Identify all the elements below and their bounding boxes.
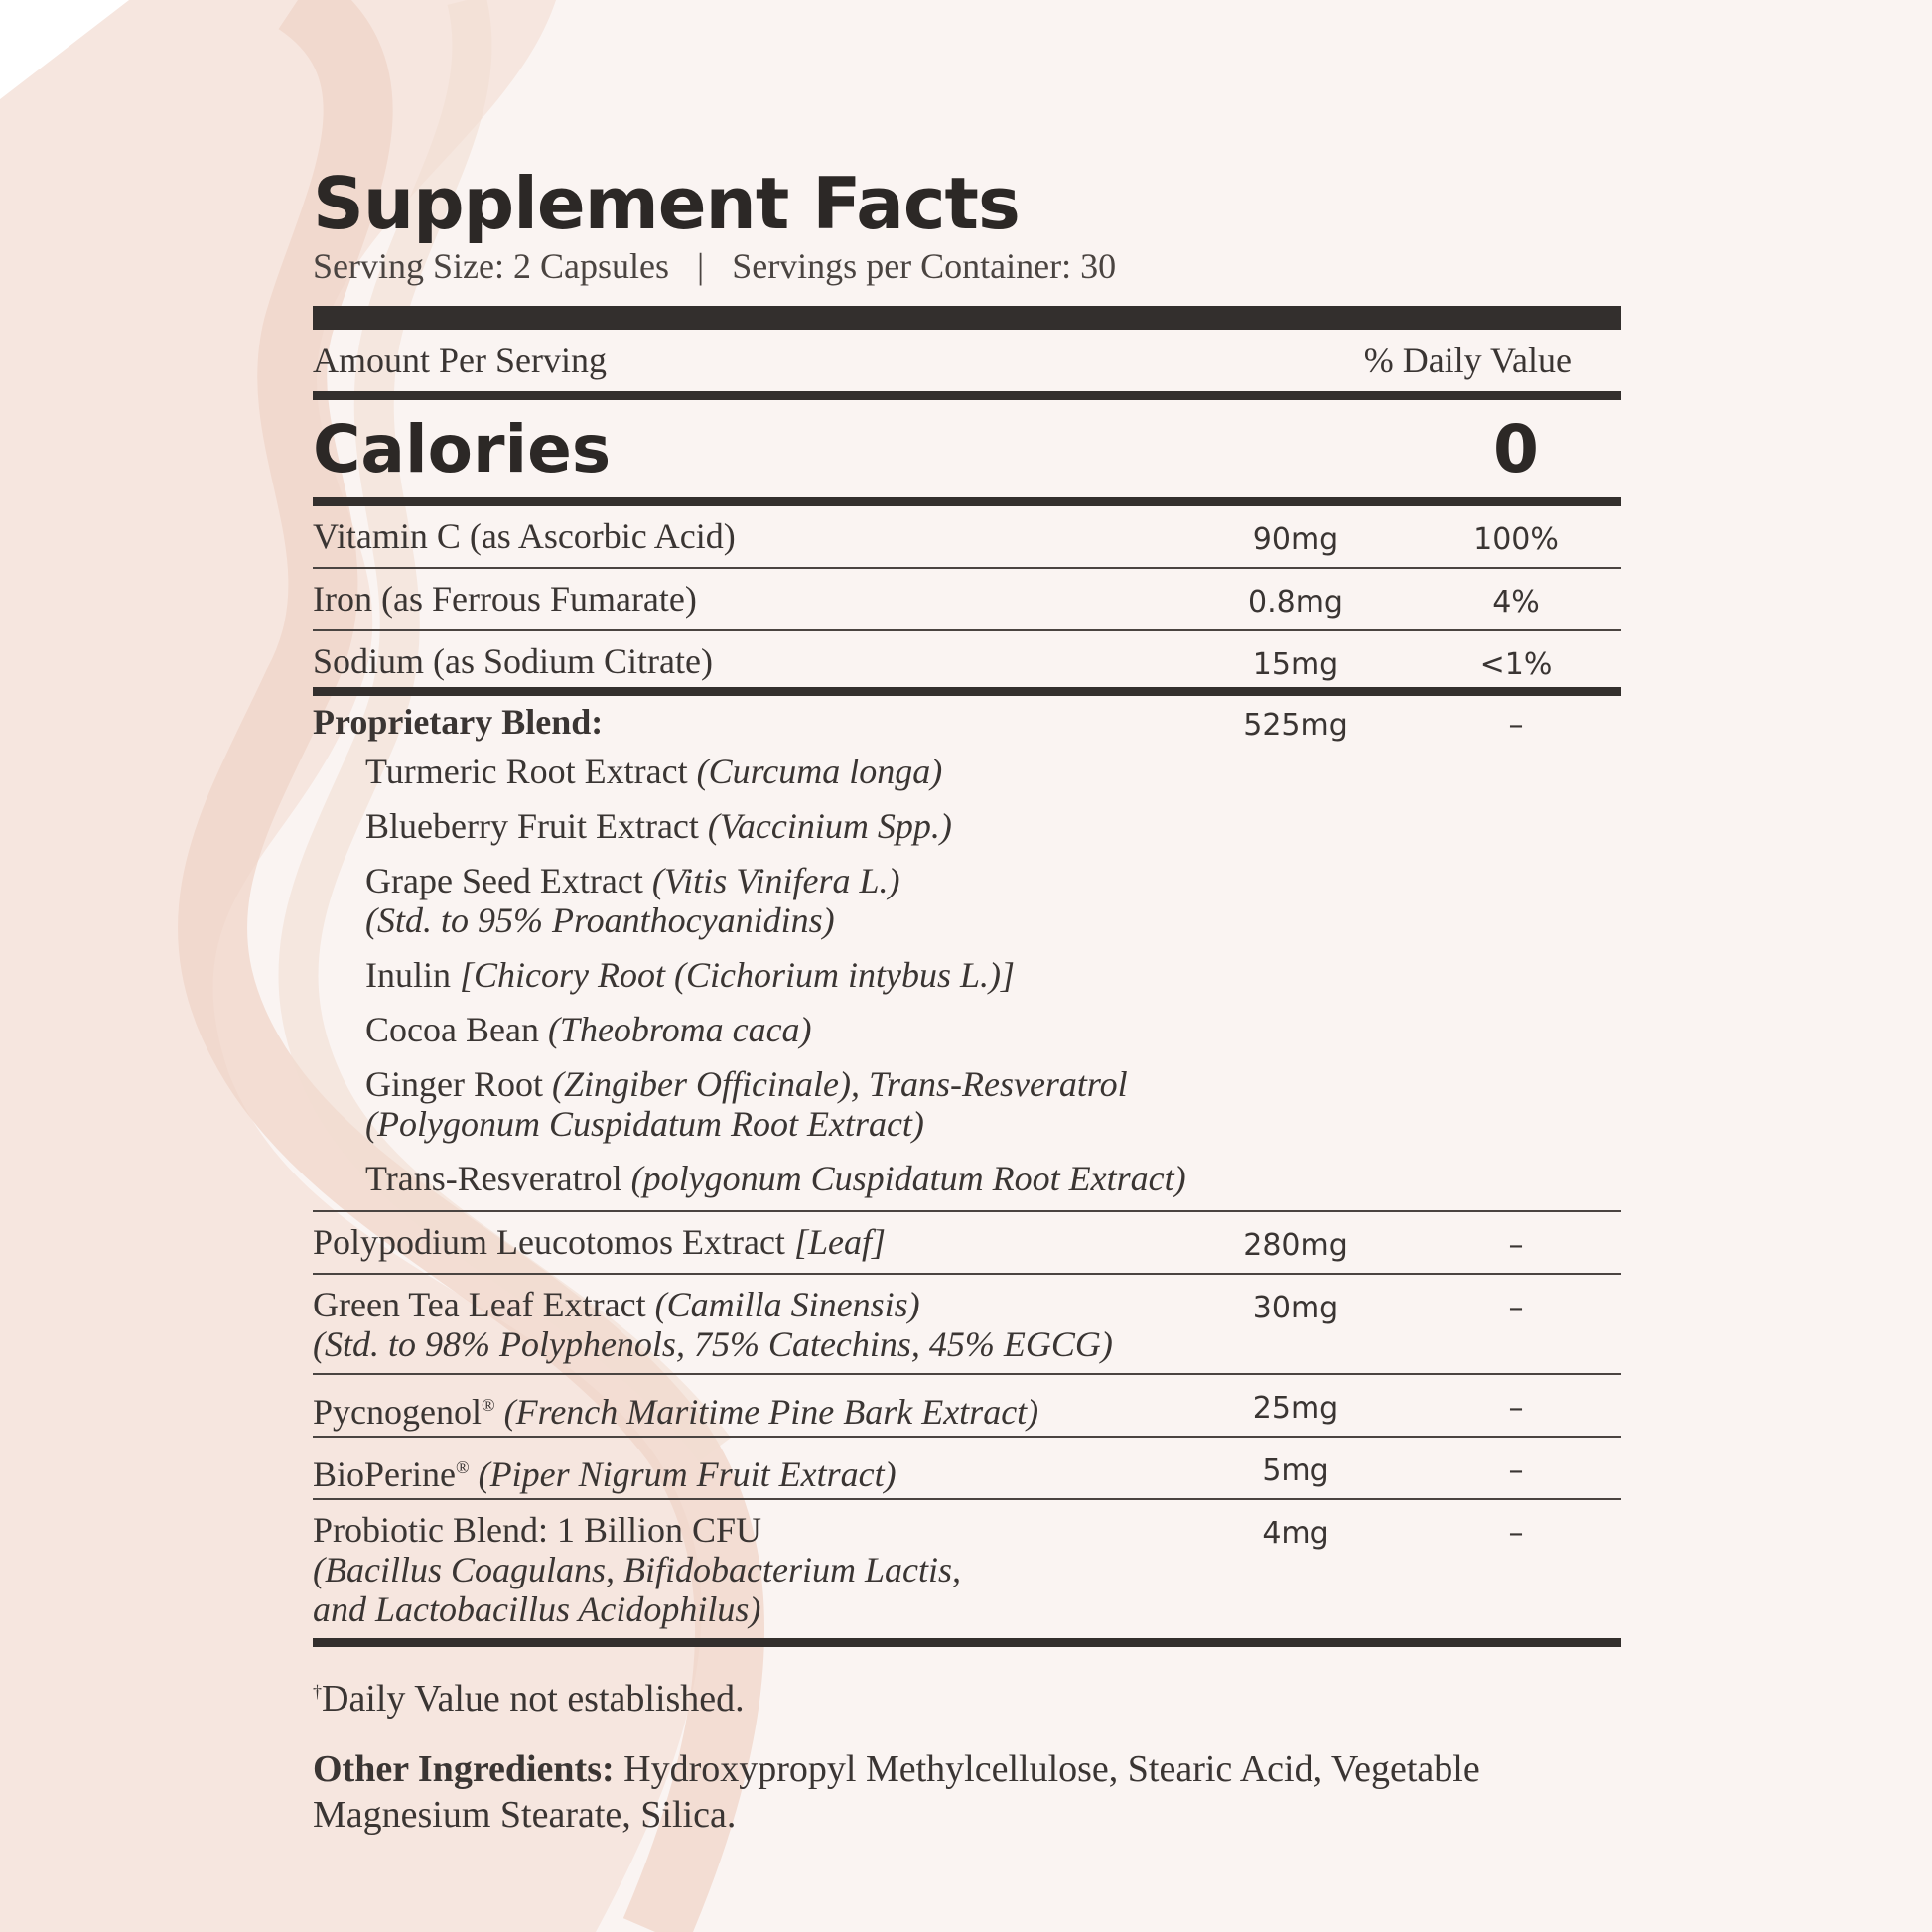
- calories-row: [313, 400, 1621, 497]
- nutrient-amount: 90mg: [1252, 522, 1339, 557]
- ingredient-dv: –: [1508, 1291, 1524, 1325]
- nutrient-amount: 0.8mg: [1248, 585, 1343, 620]
- blend-item: [313, 955, 1621, 995]
- divider-medium: [313, 497, 1621, 506]
- ingredient-plain: Polypodium Leucotomos Extract: [313, 1222, 794, 1262]
- item-source-line2: (Polygonum Cuspidatum Root Extract): [365, 1104, 924, 1144]
- nutrient-name: Sodium (as Sodium Citrate): [313, 641, 713, 681]
- item-source: (Vitis Vinifera L.): [651, 861, 900, 900]
- table-row: [313, 1212, 1621, 1273]
- item-name: Blueberry Fruit Extract: [365, 806, 708, 846]
- item-standardization: (Std. to 95% Proanthocyanidins): [365, 900, 835, 940]
- header-daily-value: % Daily Value: [1363, 341, 1572, 380]
- ingredient-amount: 25mg: [1252, 1391, 1339, 1426]
- ingredient-name: [313, 1438, 1226, 1494]
- blend-item: [313, 1064, 1621, 1144]
- divider-medium: [313, 687, 1621, 696]
- servings-per-container: Servings per Container: 30: [732, 246, 1117, 286]
- calories-value: 0: [1493, 410, 1539, 487]
- blend-dv: –: [1508, 708, 1524, 743]
- other-ingredients-text: Hydroxypropyl Methylcellulose, Stearic Acid, Vegetable Magnesium Stearate, Silica.: [313, 1748, 1480, 1836]
- item-name: Ginger Root: [365, 1064, 552, 1104]
- ingredient-source: (French Maritime Pine Bark Extract): [494, 1392, 1039, 1432]
- item-name: Grape Seed Extract: [365, 861, 652, 900]
- table-row: [313, 506, 1621, 567]
- ingredient-plain: Pycnogenol: [313, 1392, 482, 1432]
- serving-size: Serving Size: 2 Capsules: [313, 246, 669, 286]
- item-source: (Theobroma caca): [547, 1010, 812, 1049]
- item-source: (Zingiber Officinale), Trans-Resveratrol: [551, 1064, 1128, 1104]
- nutrient-amount: 15mg: [1252, 647, 1339, 682]
- registered-mark: ®: [481, 1395, 495, 1415]
- other-ingredients: [313, 1746, 1593, 1838]
- ingredient-dv: –: [1508, 1391, 1524, 1426]
- supplement-facts-panel: [313, 159, 1621, 1838]
- table-row: [313, 1275, 1621, 1373]
- table-header: [313, 330, 1621, 391]
- other-ingredients-label: Other Ingredients:: [313, 1748, 615, 1790]
- ingredient-name: [313, 1500, 1226, 1629]
- ingredient-source: [Leaf]: [793, 1222, 886, 1262]
- calories-label: Calories: [313, 410, 612, 487]
- ingredient-plain: Green Tea Leaf Extract: [313, 1285, 655, 1324]
- serving-separator: |: [696, 246, 705, 286]
- ingredient-standardization: (Std. to 98% Polyphenols, 75% Catechins, 45% EGCG): [313, 1324, 1113, 1364]
- table-row: [313, 1500, 1621, 1638]
- ingredient-dv: –: [1508, 1453, 1524, 1488]
- nutrient-dv: <1%: [1479, 647, 1553, 682]
- item-name: Turmeric Root Extract: [365, 752, 697, 791]
- nutrient-dv: 4%: [1492, 585, 1540, 620]
- blend-row: [313, 696, 1621, 746]
- blend-amount: 525mg: [1243, 708, 1348, 743]
- item-name: Trans-Resveratrol: [365, 1159, 631, 1198]
- ingredient-name: [313, 1275, 1226, 1364]
- blend-ingredients: [313, 746, 1621, 1198]
- item-name: Inulin: [365, 955, 460, 995]
- ingredient-amount: 4mg: [1262, 1516, 1329, 1551]
- ingredient-strains: (Bacillus Coagulans, Bifidobacterium Lactis,: [313, 1550, 961, 1589]
- blend-item: [313, 752, 1621, 791]
- registered-mark: ®: [455, 1457, 470, 1477]
- footnote: [313, 1677, 1621, 1721]
- blend-name: Proprietary Blend:: [313, 702, 604, 742]
- blend-item: [313, 806, 1621, 846]
- table-row: [313, 1438, 1621, 1498]
- ingredient-amount: 5mg: [1262, 1453, 1329, 1488]
- ingredient-name: [313, 1212, 1226, 1262]
- ingredient-source: (Piper Nigrum Fruit Extract): [469, 1454, 897, 1494]
- nutrient-dv: 100%: [1473, 522, 1559, 557]
- page-title: Supplement Facts: [313, 162, 1020, 245]
- header-amount: Amount Per Serving: [313, 341, 607, 380]
- blend-item: [313, 1010, 1621, 1049]
- ingredient-plain: BioPerine: [313, 1454, 456, 1494]
- ingredient-amount: 30mg: [1252, 1291, 1339, 1325]
- item-source: (Vaccinium Spp.): [707, 806, 952, 846]
- ingredient-strains-line2: and Lactobacillus Acidophilus): [313, 1589, 761, 1629]
- ingredient-dv: –: [1508, 1228, 1524, 1263]
- ingredient-source: (Camilla Sinensis): [654, 1285, 920, 1324]
- table-row: [313, 631, 1621, 687]
- item-name: Cocoa Bean: [365, 1010, 548, 1049]
- ingredient-amount: 280mg: [1243, 1228, 1348, 1263]
- table-row: [313, 569, 1621, 629]
- ingredient-plain: Probiotic Blend: 1 Billion CFU: [313, 1510, 762, 1550]
- table-row: [313, 1375, 1621, 1436]
- nutrient-name: Iron (as Ferrous Fumarate): [313, 579, 697, 619]
- dagger-mark: †: [313, 1681, 322, 1702]
- item-source: (polygonum Cuspidatum Root Extract): [630, 1159, 1186, 1198]
- divider-thick: [313, 306, 1621, 330]
- ingredient-name: [313, 1375, 1226, 1432]
- item-source: [Chicory Root (Cichorium intybus L.)]: [460, 955, 1015, 995]
- divider-medium: [313, 1638, 1621, 1647]
- item-source: (Curcuma longa): [696, 752, 943, 791]
- ingredient-dv: –: [1508, 1516, 1524, 1551]
- nutrient-name: Vitamin C (as Ascorbic Acid): [313, 516, 736, 556]
- blend-item: [313, 861, 1621, 940]
- serving-info: [313, 244, 1621, 288]
- blend-item: [313, 1159, 1621, 1198]
- divider-medium: [313, 391, 1621, 400]
- footnote-text: Daily Value not established.: [322, 1678, 745, 1720]
